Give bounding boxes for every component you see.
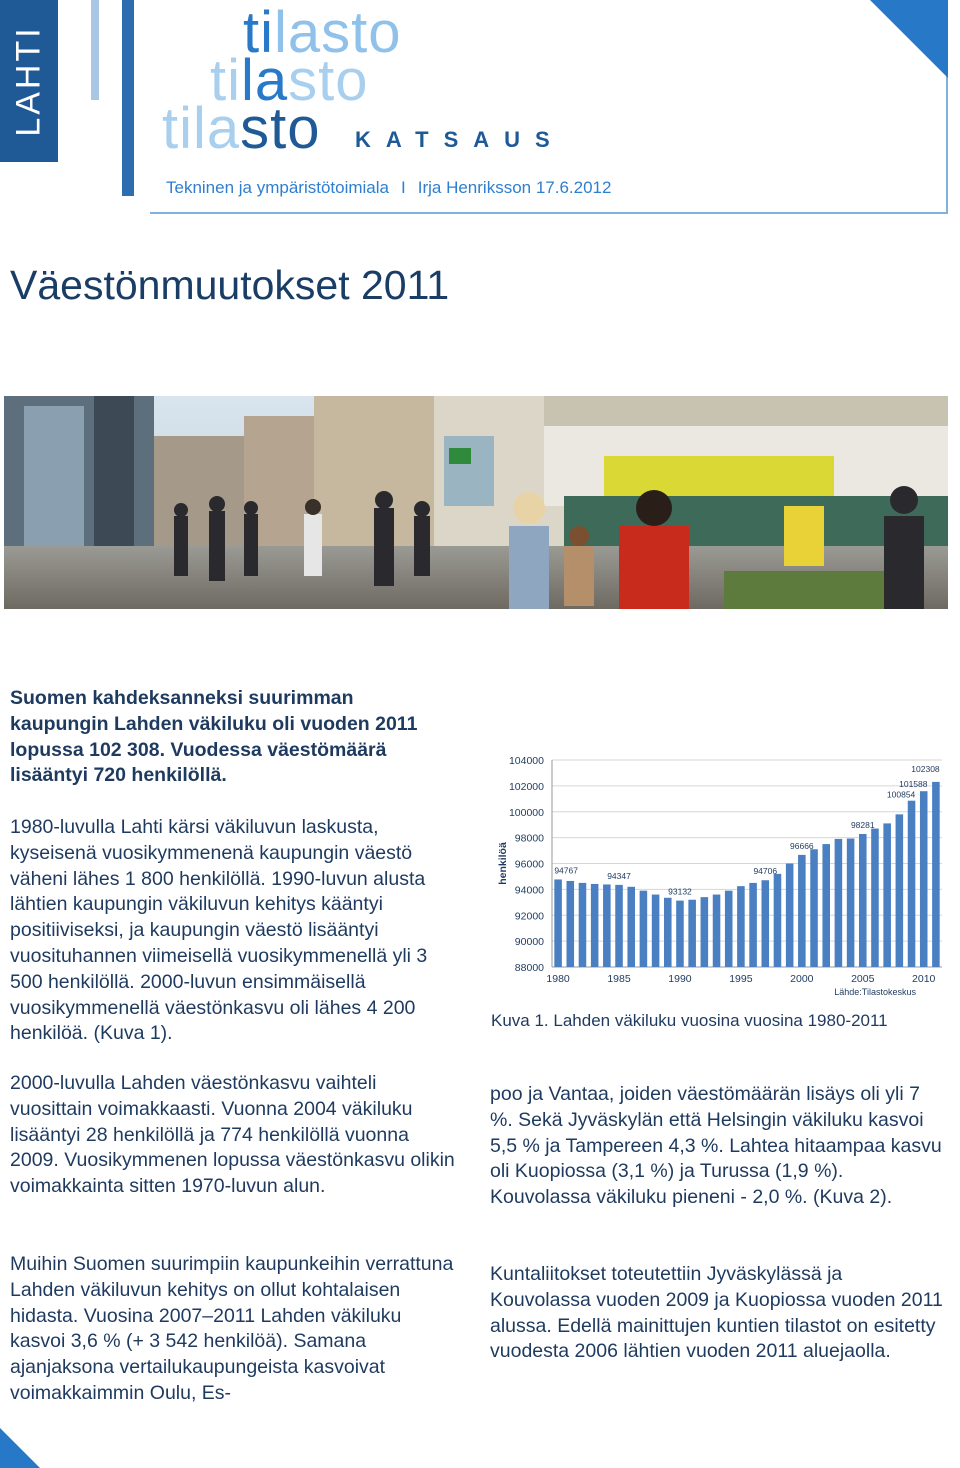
chart-bar — [786, 864, 794, 968]
y-tick-label: 92000 — [514, 910, 544, 923]
body-paragraph: Kuntaliitokset toteutettiin Jyväskylässä ja Kouvolassa vuoden 2009 ja Kuopiossa vuoden 2011 alussa. Edellä mainittujen kuntien tilastot on esitetty vuodesta 2006 lähtien vuoden 2011 aluejaolla. — [490, 1263, 943, 1363]
y-tick-label: 104000 — [508, 755, 544, 767]
y-tick-label: 94000 — [514, 884, 544, 897]
chart-bar — [847, 839, 855, 967]
y-tick-label: 88000 — [514, 962, 544, 974]
lead-paragraph: Suomen kahdeksanneksi suurimman kaupungin Lahden väkiluku oli vuoden 2011 lopussa 102 308. Vuodessa väestömäärä lisääntyi 720 henkilöllä. — [10, 687, 418, 787]
chart-bar — [688, 900, 696, 967]
population-chart-svg — [490, 748, 950, 1000]
chart-bar — [810, 849, 818, 967]
wordmark-line-2: tilasto — [210, 48, 369, 113]
data-label: 94767 — [554, 865, 578, 876]
header-frame-line — [150, 212, 948, 214]
population-chart — [490, 748, 950, 1000]
chart-bar — [652, 895, 660, 967]
y-tick-label: 96000 — [514, 858, 544, 871]
chart-bar — [676, 901, 684, 967]
chart-bar — [908, 801, 916, 967]
data-label: 96666 — [790, 840, 814, 851]
data-label: 98281 — [850, 819, 875, 830]
y-axis-label: henkilöä — [497, 842, 509, 885]
x-tick-label: 1985 — [607, 973, 631, 985]
street-photo — [4, 396, 948, 609]
chart-bar — [774, 874, 782, 967]
data-label: 100854 — [886, 789, 916, 800]
department: Tekninen ja ympäristötoimiala — [166, 178, 389, 197]
y-tick-label: 102000 — [508, 780, 544, 793]
chart-bar — [859, 834, 867, 967]
corner-triangle — [870, 0, 948, 78]
data-label: 93132 — [668, 886, 692, 897]
chart-bar — [725, 891, 733, 967]
y-tick-label: 98000 — [514, 832, 544, 845]
body-paragraph: 2000-luvulla Lahden väestönkasvu vaihteli vuosittain voimakkaasti. Vuonna 2004 väkiluku lisääntyi 28 henkilöllä ja 774 henkilöllä vuonna 2009. Vuosikymmenen lopussa väestönkasvu olikin voimakkainta sitten 1970-luvun alun. — [10, 1072, 455, 1198]
chart-bar — [579, 883, 587, 967]
x-tick-label: 1980 — [546, 973, 570, 985]
figure-caption: Kuva 1. Lahden väkiluku vuosina vuosina 1980-2011 — [491, 1011, 888, 1030]
chart-bar — [883, 823, 891, 967]
chart-bar — [603, 884, 611, 967]
chart-source: Lähde:Tilastokeskus — [834, 987, 916, 997]
series-label: KATSAUS — [355, 127, 565, 152]
y-tick-label: 100000 — [508, 806, 544, 819]
chart-bar — [762, 880, 770, 967]
data-label: 101588 — [899, 779, 928, 790]
chart-bar — [567, 881, 575, 967]
chart-bar — [871, 829, 879, 967]
x-tick-label: 2010 — [912, 973, 936, 985]
body-paragraph: Muihin Suomen suurimpiin kaupunkeihin verrattuna Lahden väkiluvun kehitys on ollut kohtalaisen hidasta. Vuosina 2007–2011 Lahden väkiluku kasvoi 3,6 % (+ 3 542 henkilöä). Samana ajanjaksona vertailukaupungeista kasvoivat voimakkaimmin Oulu, Es- — [10, 1253, 454, 1404]
x-tick-label: 1990 — [668, 973, 692, 985]
data-label: 94347 — [607, 870, 631, 881]
chart-bar — [822, 844, 830, 967]
chart-bar — [640, 891, 648, 967]
body-paragraph: poo ja Vantaa, joiden väestömäärän lisäys oli yli 7 %. Sekä Jyväskylän että Helsingin väkiluku kasvoi 5,5 % ja Tampereen 4,3 %. Lahtea hitaampaa kasvu oli Kuopiossa (3,1 %) ja Turussa (1,9 %). Kouvolassa väkiluku pieneni - 2,0 %. (Kuva 2). — [490, 1083, 942, 1209]
chart-bar — [737, 886, 745, 967]
decor-stripe — [91, 0, 99, 100]
chart-bar — [713, 895, 721, 967]
chart-bar — [627, 887, 635, 967]
chart-bar — [554, 879, 562, 967]
x-tick-label: 1995 — [729, 973, 753, 985]
page-title: Väestönmuutokset 2011 — [10, 262, 450, 308]
x-tick-label: 2005 — [851, 973, 875, 985]
data-label: 102308 — [911, 763, 940, 774]
body-paragraph: 1980-luvulla Lahti kärsi väkiluvun laskusta, kyseisenä vuosikymmenenä kaupungin väestö väheni lähes 1 800 henkilöllä. 1990-luvun alusta lähtien kaupungin väkiluvun kehitys kääntyi positiiviseksi, ja kaupungin väestö lisääntyi vuosituhannen viimeisellä vuosikymmenellä yli 3 500 henkilöllä. 2000-luvun ensimmäisellä vuosikymmenellä väestönkasvu oli lähes 4 200 henkilöä. (Kuva 1). — [10, 816, 428, 1045]
chart-bar — [701, 897, 709, 967]
decor-stripe — [122, 0, 134, 196]
chart-bar — [932, 782, 940, 967]
chart-bar — [749, 883, 757, 967]
y-tick-label: 90000 — [514, 936, 544, 949]
chart-bar — [896, 814, 904, 967]
byline-separator: I — [401, 178, 406, 197]
chart-bar — [798, 855, 806, 967]
wordmark-line-3: tilasto — [162, 96, 321, 161]
x-tick-label: 2000 — [790, 973, 814, 985]
chart-bar — [664, 898, 672, 967]
chart-bar — [835, 839, 843, 967]
chart-bar — [920, 791, 928, 967]
byline — [166, 178, 611, 198]
wordmark-line-1: tilasto — [243, 0, 402, 65]
author-date: Irja Henriksson 17.6.2012 — [417, 178, 612, 197]
logo-box — [0, 0, 58, 162]
chart-bar — [615, 885, 623, 967]
footer-triangle — [0, 1428, 40, 1468]
data-label: 94706 — [753, 866, 778, 877]
lahti-logo: LAHTI — [9, 25, 48, 137]
chart-bar — [591, 884, 599, 967]
